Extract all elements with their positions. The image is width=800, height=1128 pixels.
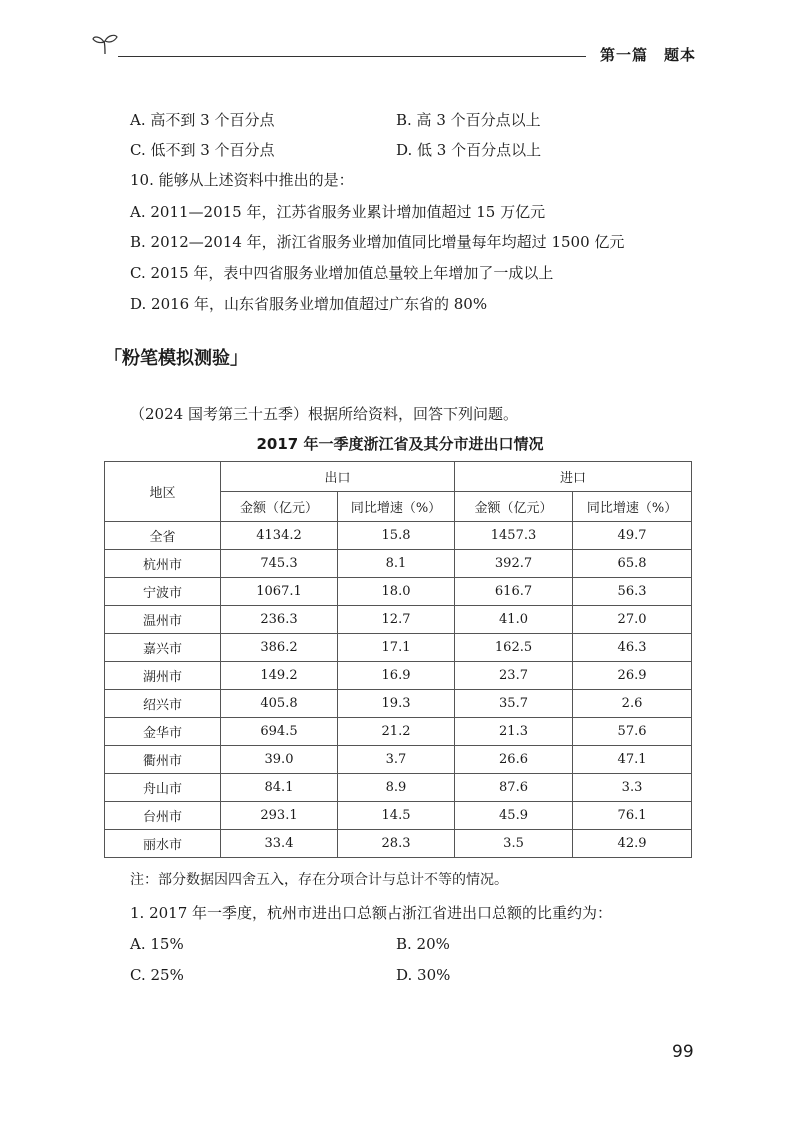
q9-option-a: A. 高不到 3 个百分点 bbox=[130, 111, 275, 129]
export-amount-header: 金额（亿元） bbox=[221, 492, 338, 522]
section-title: 「粉笔模拟测验」 bbox=[104, 348, 248, 369]
export-amount-cell: 33.4 bbox=[221, 830, 338, 858]
import-growth-header: 同比增速（%） bbox=[573, 492, 692, 522]
q10-option-b: B. 2012—2014 年，浙江省服务业增加值同比增量每年均超过 1500 亿元 bbox=[130, 233, 625, 251]
import-amount-cell: 162.5 bbox=[455, 634, 573, 662]
export-header: 出口 bbox=[221, 462, 455, 492]
q1-option-d: D. 30% bbox=[396, 966, 451, 984]
import-growth-cell: 42.9 bbox=[573, 830, 692, 858]
import-amount-cell: 35.7 bbox=[455, 690, 573, 718]
export-amount-cell: 1067.1 bbox=[221, 578, 338, 606]
q1-option-c: C. 25% bbox=[130, 966, 184, 984]
import-amount-cell: 45.9 bbox=[455, 802, 573, 830]
table-row bbox=[105, 718, 692, 746]
export-amount-cell: 236.3 bbox=[221, 606, 338, 634]
region-cell: 嘉兴市 bbox=[105, 634, 221, 662]
import-growth-cell: 76.1 bbox=[573, 802, 692, 830]
import-growth-cell: 65.8 bbox=[573, 550, 692, 578]
import-growth-cell: 57.6 bbox=[573, 718, 692, 746]
export-amount-cell: 4134.2 bbox=[221, 522, 338, 550]
import-amount-cell: 392.7 bbox=[455, 550, 573, 578]
region-cell: 湖州市 bbox=[105, 662, 221, 690]
q1-stem: 1. 2017 年一季度，杭州市进出口总额占浙江省进出口总额的比重约为： bbox=[130, 904, 613, 922]
import-amount-cell: 41.0 bbox=[455, 606, 573, 634]
table-body bbox=[105, 522, 692, 858]
export-growth-cell: 3.7 bbox=[338, 746, 455, 774]
region-cell: 丽水市 bbox=[105, 830, 221, 858]
header-title: 第一篇 题本 bbox=[600, 46, 697, 64]
export-amount-cell: 39.0 bbox=[221, 746, 338, 774]
import-growth-cell: 46.3 bbox=[573, 634, 692, 662]
region-cell: 杭州市 bbox=[105, 550, 221, 578]
q10-stem: 10. 能够从上述资料中推出的是： bbox=[130, 171, 354, 189]
q10-option-d: D. 2016 年，山东省服务业增加值超过广东省的 80% bbox=[130, 295, 488, 313]
export-amount-cell: 405.8 bbox=[221, 690, 338, 718]
intro-text: （2024 国考第三十五季）根据所给资料，回答下列问题。 bbox=[130, 405, 518, 423]
table-row bbox=[105, 522, 692, 550]
q1-option-a: A. 15% bbox=[130, 935, 184, 953]
export-growth-cell: 15.8 bbox=[338, 522, 455, 550]
page-number: 99 bbox=[672, 1042, 694, 1062]
import-amount-cell: 87.6 bbox=[455, 774, 573, 802]
table-row bbox=[105, 634, 692, 662]
q1-option-b: B. 20% bbox=[396, 935, 450, 953]
table-row bbox=[105, 550, 692, 578]
data-table bbox=[104, 461, 692, 858]
export-growth-cell: 16.9 bbox=[338, 662, 455, 690]
export-growth-cell: 28.3 bbox=[338, 830, 455, 858]
q10-option-a: A. 2011—2015 年，江苏省服务业累计增加值超过 15 万亿元 bbox=[130, 203, 546, 221]
q9-option-d: D. 低 3 个百分点以上 bbox=[396, 141, 542, 159]
region-cell: 衢州市 bbox=[105, 746, 221, 774]
export-amount-cell: 149.2 bbox=[221, 662, 338, 690]
export-amount-cell: 694.5 bbox=[221, 718, 338, 746]
q9-option-b: B. 高 3 个百分点以上 bbox=[396, 111, 541, 129]
region-cell: 绍兴市 bbox=[105, 690, 221, 718]
import-header: 进口 bbox=[455, 462, 692, 492]
table-title: 2017 年一季度浙江省及其分市进出口情况 bbox=[256, 435, 544, 453]
import-amount-cell: 21.3 bbox=[455, 718, 573, 746]
region-cell: 温州市 bbox=[105, 606, 221, 634]
sprout-icon bbox=[92, 33, 118, 55]
table-row bbox=[105, 802, 692, 830]
export-growth-cell: 17.1 bbox=[338, 634, 455, 662]
table-row bbox=[105, 606, 692, 634]
export-growth-cell: 8.9 bbox=[338, 774, 455, 802]
export-growth-header: 同比增速（%） bbox=[338, 492, 455, 522]
import-growth-cell: 27.0 bbox=[573, 606, 692, 634]
import-amount-header: 金额（亿元） bbox=[455, 492, 573, 522]
export-growth-cell: 8.1 bbox=[338, 550, 455, 578]
table-row bbox=[105, 578, 692, 606]
export-amount-cell: 84.1 bbox=[221, 774, 338, 802]
export-amount-cell: 745.3 bbox=[221, 550, 338, 578]
table-row bbox=[105, 662, 692, 690]
region-header: 地区 bbox=[105, 462, 221, 522]
export-growth-cell: 12.7 bbox=[338, 606, 455, 634]
export-growth-cell: 18.0 bbox=[338, 578, 455, 606]
export-amount-cell: 293.1 bbox=[221, 802, 338, 830]
export-amount-cell: 386.2 bbox=[221, 634, 338, 662]
export-growth-cell: 14.5 bbox=[338, 802, 455, 830]
import-growth-cell: 2.6 bbox=[573, 690, 692, 718]
region-cell: 台州市 bbox=[105, 802, 221, 830]
import-amount-cell: 26.6 bbox=[455, 746, 573, 774]
table-row bbox=[105, 830, 692, 858]
import-growth-cell: 49.7 bbox=[573, 522, 692, 550]
import-amount-cell: 1457.3 bbox=[455, 522, 573, 550]
q9-option-c: C. 低不到 3 个百分点 bbox=[130, 141, 275, 159]
region-cell: 宁波市 bbox=[105, 578, 221, 606]
import-amount-cell: 616.7 bbox=[455, 578, 573, 606]
header-rule bbox=[118, 56, 586, 57]
region-cell: 舟山市 bbox=[105, 774, 221, 802]
import-growth-cell: 3.3 bbox=[573, 774, 692, 802]
region-cell: 全省 bbox=[105, 522, 221, 550]
table-row bbox=[105, 690, 692, 718]
table-row bbox=[105, 774, 692, 802]
q10-option-c: C. 2015 年，表中四省服务业增加值总量较上年增加了一成以上 bbox=[130, 264, 554, 282]
import-amount-cell: 3.5 bbox=[455, 830, 573, 858]
import-growth-cell: 47.1 bbox=[573, 746, 692, 774]
export-growth-cell: 21.2 bbox=[338, 718, 455, 746]
import-growth-cell: 26.9 bbox=[573, 662, 692, 690]
import-growth-cell: 56.3 bbox=[573, 578, 692, 606]
export-growth-cell: 19.3 bbox=[338, 690, 455, 718]
table-note: 注：部分数据因四舍五入，存在分项合计与总计不等的情况。 bbox=[130, 872, 508, 888]
import-amount-cell: 23.7 bbox=[455, 662, 573, 690]
table-row bbox=[105, 746, 692, 774]
region-cell: 金华市 bbox=[105, 718, 221, 746]
